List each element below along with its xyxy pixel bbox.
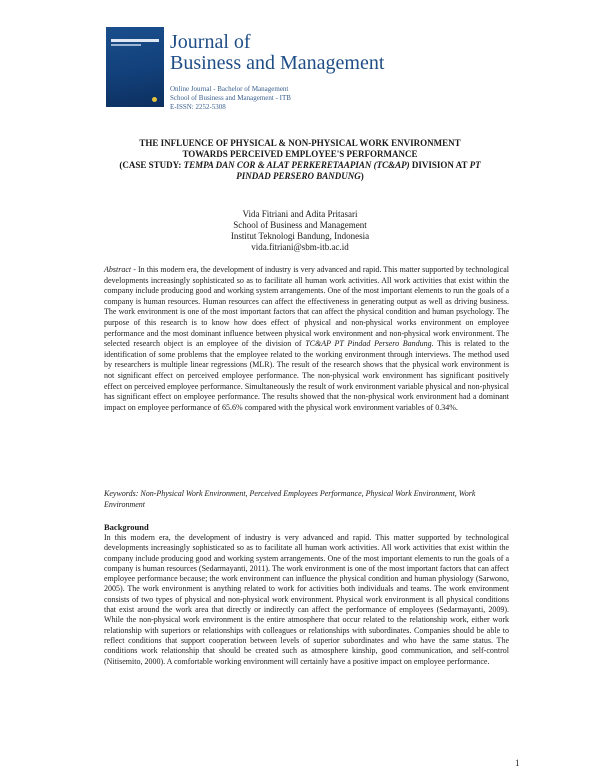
paper-title-line1: THE INFLUENCE OF PHYSICAL & NON-PHYSICAL WORK ENVIRONMENT — [139, 138, 461, 148]
journal-title-line2: Business and Management — [170, 52, 385, 74]
page-number: 1 — [515, 758, 520, 768]
title-line3-post: DIVISION AT — [409, 160, 470, 170]
title-line3-italic: TEMPA DAN COR & ALAT PERKERETAAPIAN (TC&AP) — [183, 160, 410, 170]
author-school: School of Business and Management — [233, 220, 367, 230]
cover-seal-dot — [152, 97, 157, 102]
author-institute: Institut Teknologi Bandung, Indonesia — [230, 231, 370, 241]
abstract-label: Abstract — [104, 265, 132, 274]
background-paragraph: In this modern era, the development of industry is very advanced and rapid. This matter supported by technological developments increasingly sophisticated so as to facilitate all human work activities. All work activities that exist within the company include producing good and working system arrangements. One of the most important elements to run the goals of a company is human resources (Sedarmayanti, 2011). The work environment is one of the most important factors that can affect employee performance because; the work environment can influence the physical condition and human physiology (Sarwono, 2005). The work environment is anything related to work for activities both individuals and teams. The work environment consists of two types of physical and non-physical work environment. Physical work environment is all physical conditions that exist around the work area that directly or indirectly can affect the performance of employees (Sedarmayanti, 2009). While the non-physical work environment is the entire atmosphere that occur related to the relationship work, either work relationship with superiors or relationships with colleagues or relationships with subordinates. Companies should be able to reflect conditions that support cooperation between levels of superior subordinates and who have the same status. The conditions work relationship that should be created such as atmosphere kinship, good communication, and self-control (Nitisemito, 2000). A comfortable working environment will certainly have a positive impact on employee performance. — [104, 533, 509, 666]
abstract-text-italic: TC&AP PT Pindad Persero Bandung. — [305, 339, 434, 349]
keywords: Keywords: Non-Physical Work Environment, Perceived Employees Performance, Physical Work Environment, Work Environment — [104, 489, 476, 509]
journal-meta-line2: School of Business and Management - ITB — [170, 94, 291, 102]
background-heading: Background — [104, 522, 149, 532]
title-line3-italic2: PT — [469, 160, 481, 170]
journal-meta-line3: E-ISSN: 2252-5308 — [170, 103, 226, 111]
paper-title-line3 — [90, 160, 510, 171]
paper-title-line2: TOWARDS PERCEIVED EMPLOYEE'S PERFORMANCE — [182, 149, 418, 159]
author-names: Vida Fitriani and Adita Pritasari — [242, 209, 358, 219]
title-line3-pre: (CASE STUDY: — [119, 160, 184, 170]
journal-meta-line1: Online Journal - Bachelor of Management — [170, 85, 289, 93]
abstract-text-post: This is related to the identification of some problems that the employee related to the working environment through interviews. The method used by researchers is multiple linear regressions (MLR). The result of the research shows that the physical work environment is not significant effect on perceived employee performance. The non-physical work environment has significant positively effect on perceived employee performance. Simultaneously the result of work environment variable physical and non-physical has significant effect on employee performance. The results showed that the non-physical work environment had a dominant impact on employee performance of 65.6% compared with the physical work environment variables of 0.34%. — [104, 339, 510, 412]
author-email[interactable]: vida.fitriani@sbm-itb.ac.id — [251, 242, 349, 252]
cover-subtitle-bar — [111, 44, 141, 46]
title-line4-italic: PINDAD PERSERO BANDUNG — [236, 171, 361, 181]
journal-title-line1: Journal of — [170, 31, 251, 53]
journal-cover-image — [106, 27, 164, 107]
cover-title-bar — [111, 39, 159, 42]
title-line4-post: ) — [360, 171, 364, 181]
abstract-text-pre: - In this modern era, the development of industry is very advanced and rapid. This matter supported by technological developments increasingly sophisticated so as to facilitate all human work activities. All work activities that exist within the company include producing good and working system arrangements. One of the most important elements to run the goals of a company is human resources. Human resources can affect the effectiveness in generating output as well as driving business. The work environment is one of the most important factors that can affect the physical condition and human psychology. The purpose of this research is to know how does effect of physical and non-physical works environment on employee performance and the most dominant influence between physical work environment and non-physical work environment. The selected research object is an employee of the division of — [104, 265, 509, 349]
paper-title-line4 — [90, 171, 510, 182]
abstract-paragraph — [104, 265, 509, 413]
